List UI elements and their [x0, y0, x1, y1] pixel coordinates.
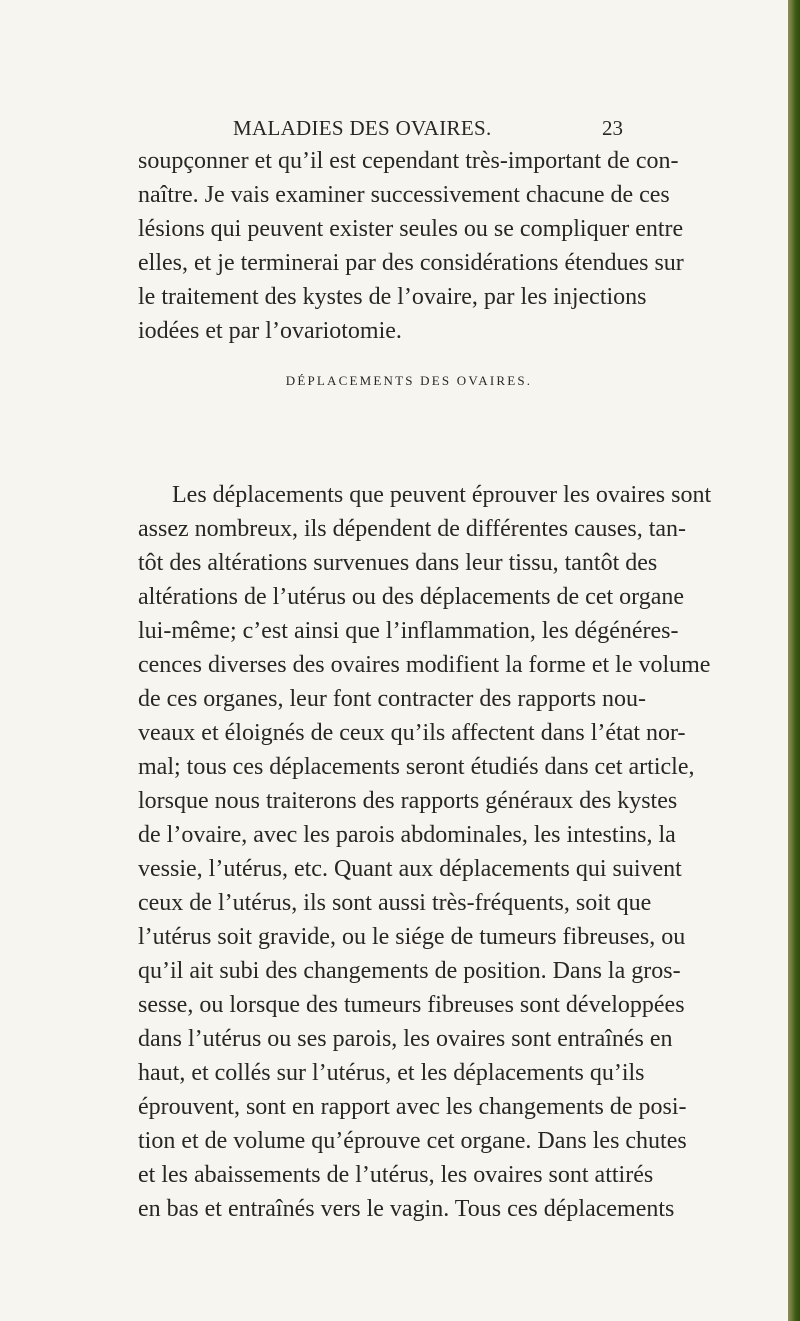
text-line: qu’il ait subi des changements de position. Dans la gros- — [138, 958, 681, 984]
page-header — [233, 116, 623, 146]
text-line: de ces organes, leur font contracter des rapports nou- — [138, 686, 647, 712]
text-line: vessie, l’utérus, etc. Quant aux déplacements qui suivent — [138, 856, 682, 882]
text-line: en bas et entraînés vers le vagin. Tous ces déplacements — [138, 1196, 675, 1222]
text-line: elles, et je terminerai par des considérations étendues sur — [138, 250, 684, 276]
text-line: l’utérus soit gravide, ou le siége de tumeurs fibreuses, ou — [138, 924, 686, 950]
text-line: dans l’utérus ou ses parois, les ovaires sont entraînés en — [138, 1026, 673, 1052]
text-line: assez nombreux, ils dépendent de différentes causes, tan- — [138, 516, 687, 542]
page-edge-binding — [788, 0, 800, 1321]
text-line: le traitement des kystes de l’ovaire, par les injections — [138, 284, 647, 310]
text-line: tôt des altérations survenues dans leur tissu, tantôt des — [138, 550, 658, 576]
section-heading: DÉPLACEMENTS DES OVAIRES. — [285, 373, 533, 388]
paragraph-intro — [138, 144, 684, 348]
text-line: naître. Je vais examiner successivement chacune de ces — [138, 182, 670, 208]
text-line: mal; tous ces déplacements seront étudiés dans cet article, — [138, 754, 695, 780]
text-line: tion et de volume qu’éprouve cet organe. Dans les chutes — [138, 1128, 687, 1154]
text-line: lorsque nous traiterons des rapports généraux des kystes — [138, 788, 678, 814]
paragraph-deplacements — [138, 478, 712, 1226]
text-line: Les déplacements que peuvent éprouver les ovaires sont — [172, 482, 712, 508]
text-line: ceux de l’utérus, ils sont aussi très-fréquents, soit que — [138, 890, 652, 916]
text-line: soupçonner et qu’il est cependant très-important de con- — [138, 148, 679, 174]
page-number: 23 — [602, 116, 623, 140]
text-line: lésions qui peuvent exister seules ou se compliquer entre — [138, 216, 684, 242]
text-line: cences diverses des ovaires modifient la forme et le volume — [138, 652, 711, 678]
running-title: MALADIES DES OVAIRES. — [233, 116, 492, 140]
text-line: sesse, ou lorsque des tumeurs fibreuses sont développées — [138, 992, 685, 1018]
text-line: éprouvent, sont en rapport avec les changements de posi- — [138, 1094, 687, 1120]
text-line: lui-même; c’est ainsi que l’inflammation, les dégénéres- — [138, 618, 679, 644]
text-line: iodées et par l’ovariotomie. — [138, 318, 402, 344]
text-line: et les abaissements de l’utérus, les ovaires sont attirés — [138, 1162, 654, 1188]
text-line: altérations de l’utérus ou des déplacements de cet organe — [138, 584, 685, 610]
text-line: de l’ovaire, avec les parois abdominales, les intestins, la — [138, 822, 676, 848]
text-line: haut, et collés sur l’utérus, et les déplacements qu’ils — [138, 1060, 645, 1086]
text-line: veaux et éloignés de ceux qu’ils affectent dans l’état nor- — [138, 720, 686, 746]
